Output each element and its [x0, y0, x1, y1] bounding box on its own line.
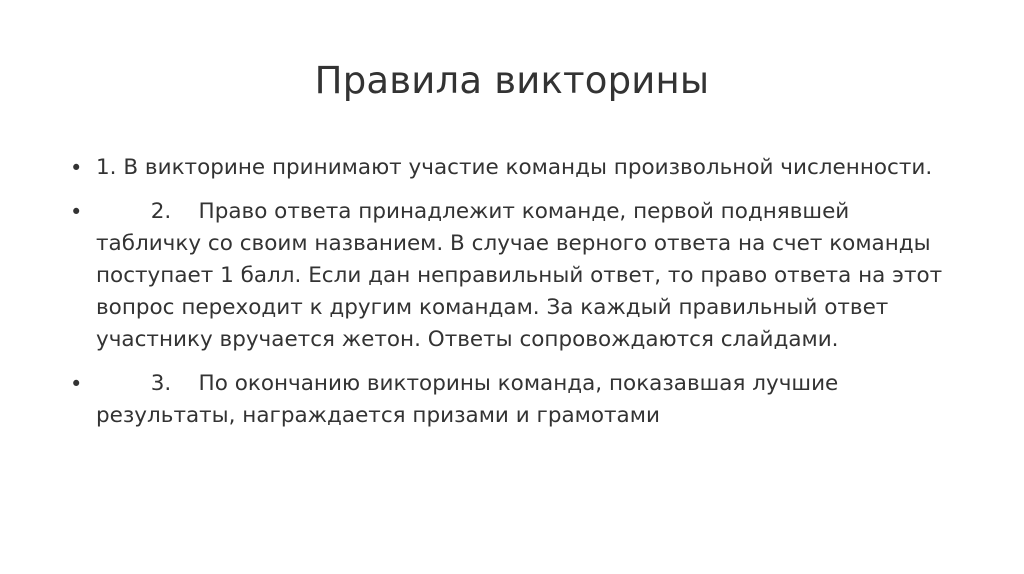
rule-item-3 — [70, 368, 950, 432]
slide-title: Правила викторины — [314, 59, 710, 102]
rule-text-3: 3. По окончанию викторины команда, показавшая лучшие результаты, награждается призами и грамотами — [96, 371, 846, 428]
bullet-icon: • — [70, 156, 83, 180]
bullet-icon: • — [70, 372, 83, 396]
bullet-icon: • — [70, 200, 83, 224]
rule-item-1 — [70, 152, 950, 184]
rules-list — [70, 152, 950, 444]
rule-text-2: 2. Право ответа принадлежит команде, первой поднявшей табличку со своим названием. В случае верного ответа на счет команды поступает 1 балл. Если дан неправильный ответ, то право ответа на этот вопрос переходит к другим командам. За каждый правильный ответ участнику вручается жетон. Ответы сопровождаются слайдами. — [96, 199, 949, 352]
rule-item-2 — [70, 196, 950, 356]
rule-text-1: 1. В викторине принимают участие команды произвольной численности. — [96, 155, 933, 180]
